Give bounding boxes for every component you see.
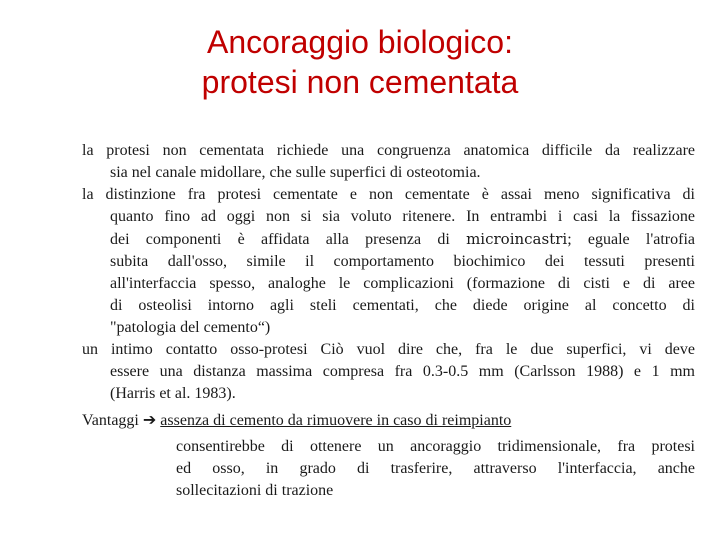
paragraph-line: "patologia del cemento“) (110, 319, 271, 336)
advantages-line: ed osso, in grado di trasferire, attraverso l'interfaccia, anche (176, 460, 695, 477)
advantages-description (176, 436, 695, 502)
paragraph-indent (82, 361, 695, 405)
paragraph-line: essere una distanza massima compresa fra 0.3-0.5 mm (Carlsson 1988) e 1 mm (110, 363, 695, 380)
text-before-keyword: dei componenti è affidata alla presenza di (110, 231, 467, 248)
advantages-row (82, 409, 695, 432)
paragraph-line: quanto fino ad oggi non si sia voluto ritenere. In entrambi i casi la fissazione (110, 208, 695, 225)
paragraph-line: di osteolisi intorno agli steli cementati, che diede origine al concetto di (110, 297, 695, 314)
advantages-line: sollecitazioni di trazione (176, 482, 334, 499)
paragraph-line: all'interfaccia spesso, analoghe le complicazioni (formazione di cisti e di aree (110, 275, 695, 292)
text-after-keyword: ; eguale l'atrofia (567, 231, 695, 248)
paragraph-line: sia nel canale midollare, che sulle superfici di osteotomia. (110, 164, 481, 181)
arrow-right-icon: ➔ (142, 410, 157, 429)
paragraph-distinction (82, 184, 695, 339)
slide-title-line-1: Ancoraggio biologico: (207, 24, 513, 60)
paragraph-contact (82, 339, 695, 405)
advantages-label: Vantaggi (82, 412, 139, 429)
paragraph-indent (82, 162, 695, 184)
paragraph-line: (Harris et al. 1983). (110, 385, 236, 402)
paragraph-line-microincastri (110, 228, 695, 251)
paragraph-line: subita dall'osso, simile il comportamento biochimico dei tessuti presenti (110, 253, 695, 270)
paragraph-line: un intimo contatto osso-protesi Ciò vuol dire che, fra le due superfici, vi deve (82, 341, 695, 358)
paragraph-indent (82, 206, 695, 339)
slide-body (82, 140, 695, 502)
slide-title (0, 22, 720, 102)
advantages-underlined-text: assenza di cemento da rimuovere in caso di reimpianto (160, 412, 512, 429)
advantages-line: consentirebbe di ottenere un ancoraggio tridimensionale, fra protesi (176, 438, 695, 455)
paragraph-congruence (82, 140, 695, 184)
paragraph-line: la protesi non cementata richiede una congruenza anatomica difficile da realizzare (82, 142, 695, 159)
keyword-microincastri: microincastri (466, 230, 568, 248)
slide-title-line-2: protesi non cementata (201, 64, 519, 100)
paragraph-line: la distinzione fra protesi cementate e non cementate è assai meno significativa di (82, 186, 695, 203)
